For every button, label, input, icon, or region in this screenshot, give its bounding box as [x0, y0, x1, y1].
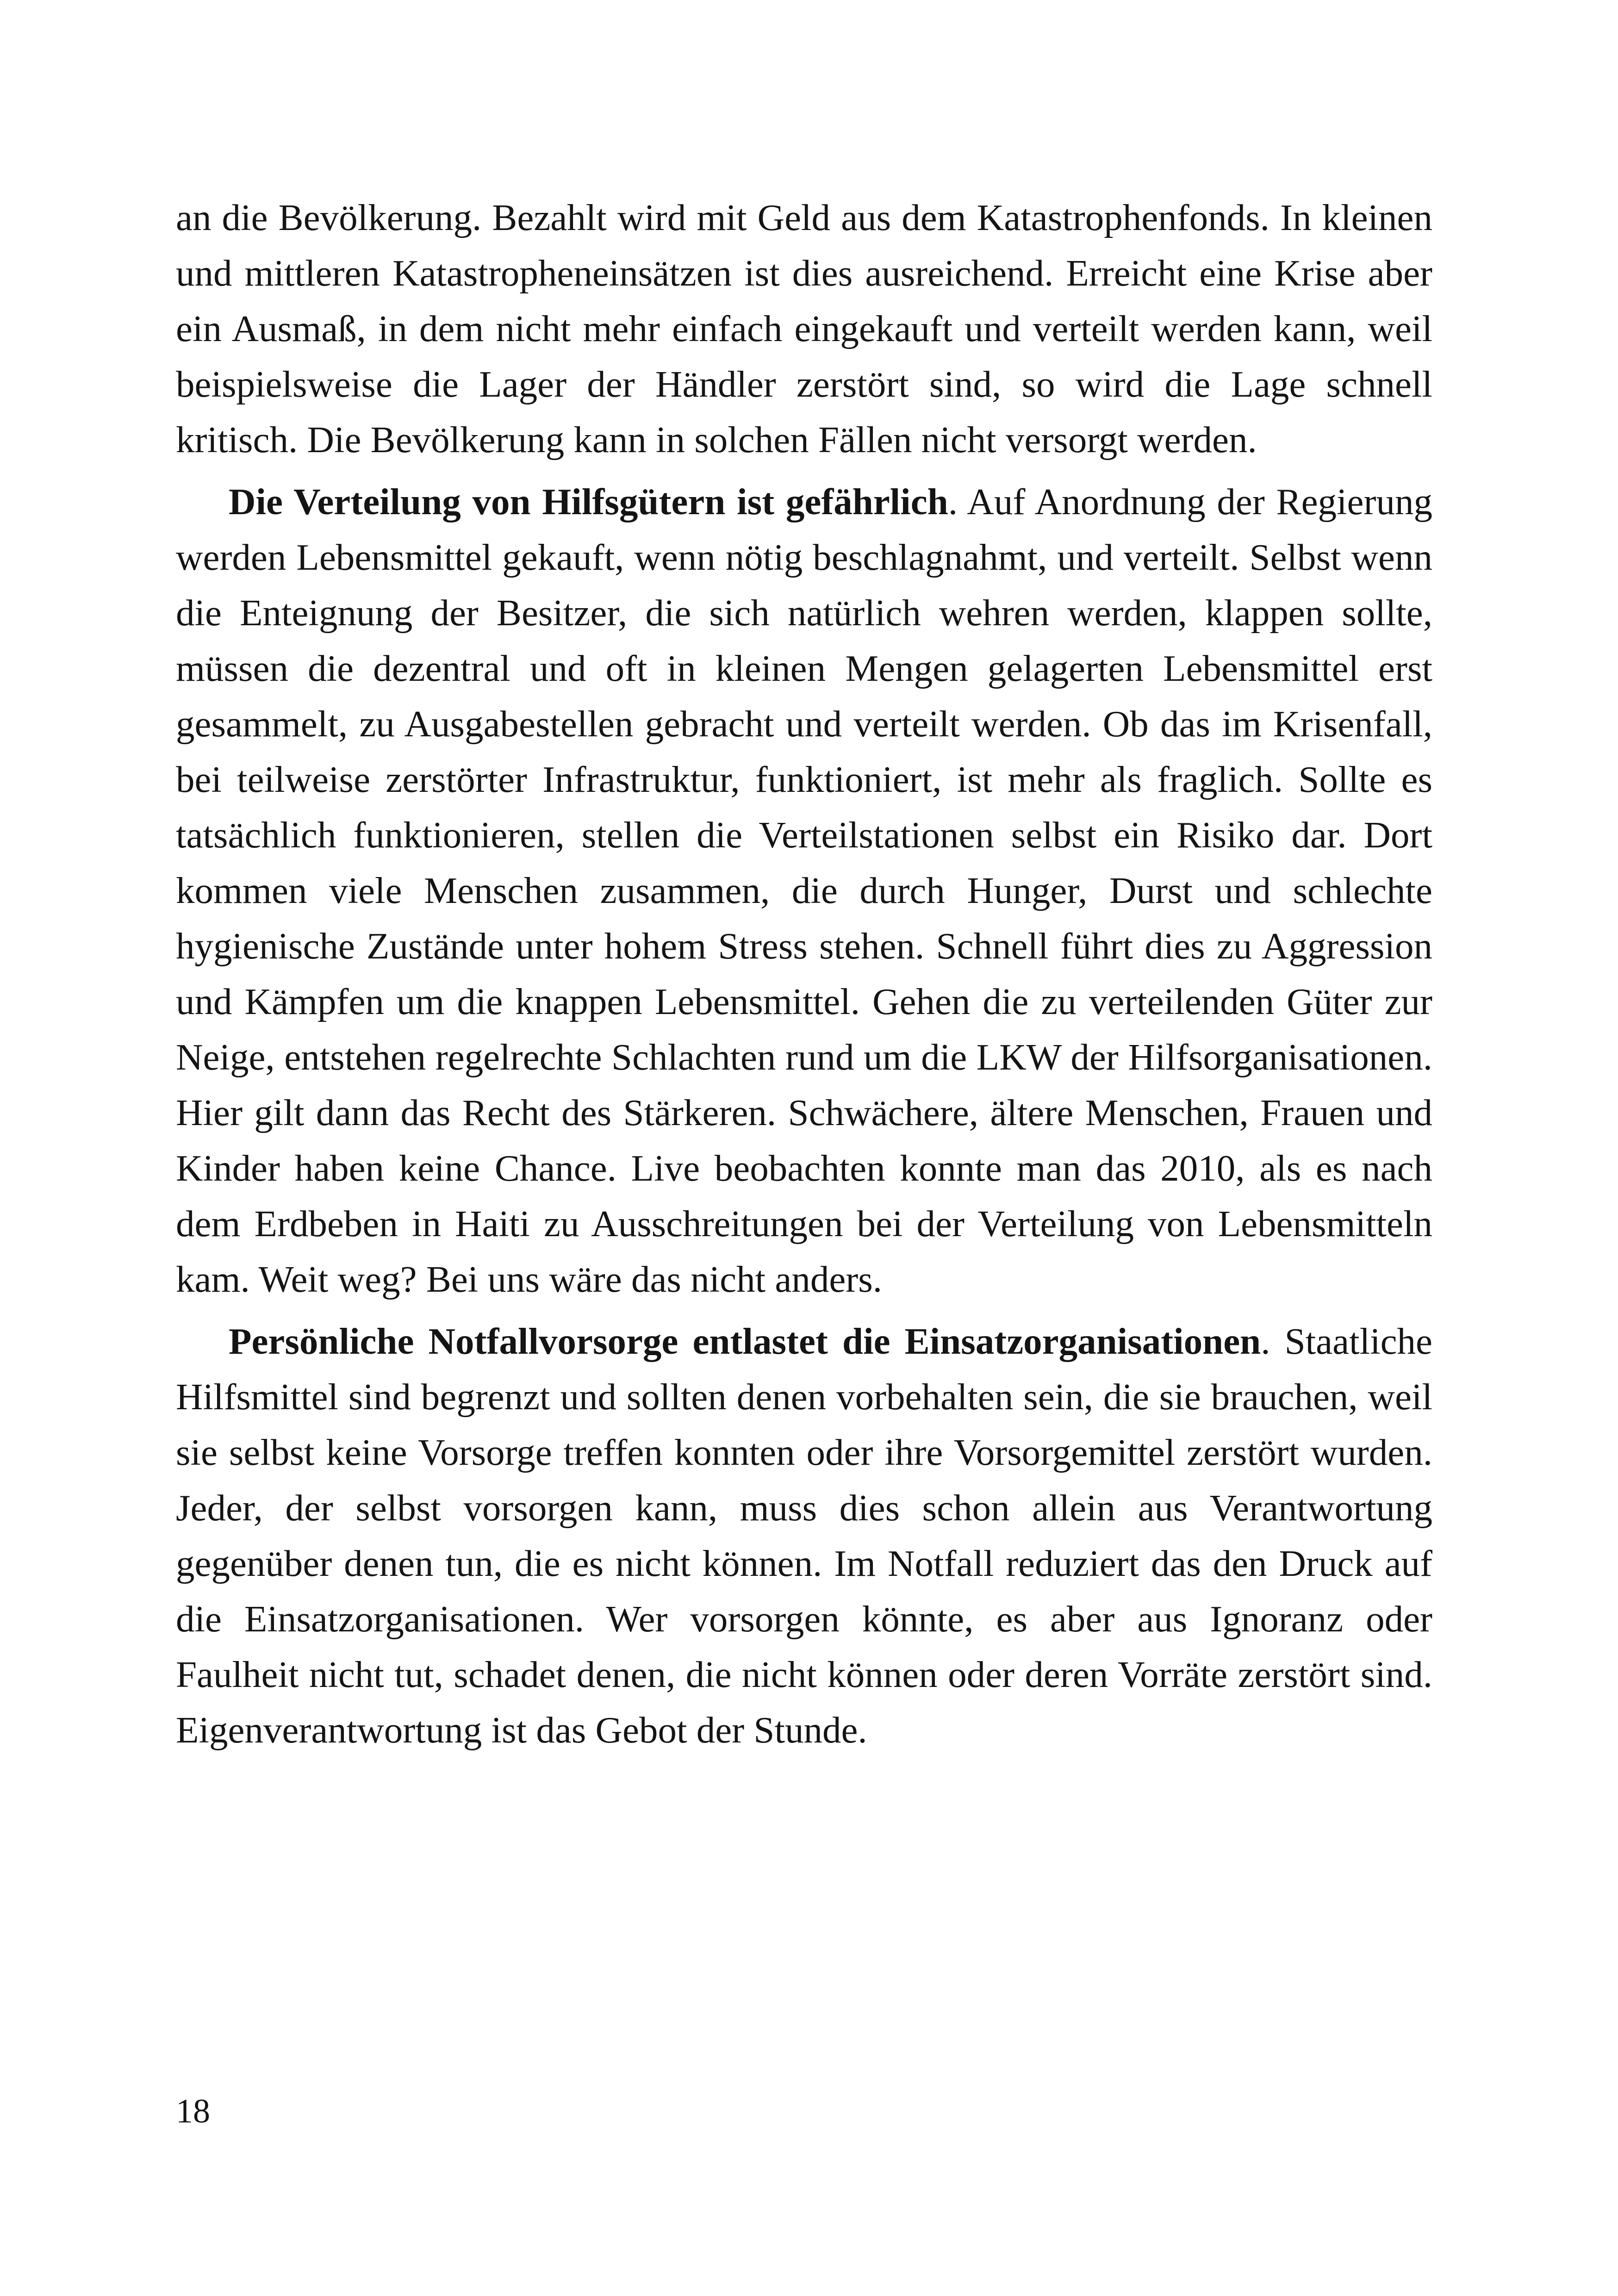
body-text — [176, 190, 1432, 1758]
paragraph-continuation — [176, 190, 1432, 467]
paragraph-text: . Auf Anordnung der Regierung werden Lebensmittel gekauft, wenn nötig beschlagnahmt, und verteilt. Selbst wenn die Enteignung der Besitzer, die sich natürlich wehren werden, klappen sollte, müssen die dezentral und oft in kleinen Mengen gelagerten Lebensmittel erst gesammelt, zu Ausgabestellen gebracht und verteilt werden. Ob das im Krisenfall, bei teilweise zerstörter Infrastruktur, funktioniert, ist mehr als fraglich. Sollte es tatsächlich funktionieren, stellen die Verteilstationen selbst ein Risiko dar. Dort kommen viele Menschen zusammen, die durch Hunger, Durst und schlechte hygienische Zustände unter hohem Stress stehen. Schnell führt dies zu Aggression und Kämpfen um die knappen Lebensmittel. Gehen die zu verteilenden Güter zur Neige, entstehen regelrechte Schlachten rund um die LKW der Hilfsorganisationen. Hier gilt dann das Recht des Stärkeren. Schwächere, ältere Menschen, Frauen und Kinder haben keine Chance. Live beobachten konnte man das 2010, als es nach dem Erdbeben in Haiti zu Ausschreitungen bei der Verteilung von Lebensmitteln kam. Weit weg? Bei uns wäre das nicht anders. — [176, 481, 1432, 1300]
paragraph-personal-preparedness — [176, 1313, 1432, 1758]
paragraph-text: an die Bevölkerung. Bezahlt wird mit Geld aus dem Katastrophenfonds. In kleinen und mittleren Katastropheneinsätzen ist dies ausreichend. Erreicht eine Krise aber ein Ausmaß, in dem nicht mehr einfach eingekauft und verteilt werden kann, weil beispielsweise die Lager der Händler zerstört sind, so wird die Lage schnell kritisch. Die Bevölkerung kann in solchen Fällen nicht versorgt werden. — [176, 197, 1432, 460]
page-number: 18 — [176, 2092, 210, 2130]
paragraph-lead: Die Verteilung von Hilfsgütern ist gefährlich — [229, 481, 948, 523]
paragraph-text: . Staatliche Hilfsmittel sind begrenzt und sollten denen vorbehalten sein, die sie brauchen, weil sie selbst keine Vorsorge treffen konnten oder ihre Vorsorgemittel zerstört wurden. Jeder, der selbst vorsorgen kann, muss dies schon allein aus Verantwortung gegenüber denen tun, die es nicht können. Im Notfall reduziert das den Druck auf die Einsatzorganisationen. Wer vorsorgen könnte, es aber aus Ignoranz oder Faulheit nicht tut, schadet denen, die nicht können oder deren Vorräte zerstört sind. Eigenverantwortung ist das Gebot der Stunde. — [176, 1320, 1433, 1751]
paragraph-distribution-danger — [176, 474, 1432, 1307]
paragraph-lead: Persönliche Notfallvorsorge entlastet die Einsatzorganisationen — [229, 1320, 1261, 1362]
